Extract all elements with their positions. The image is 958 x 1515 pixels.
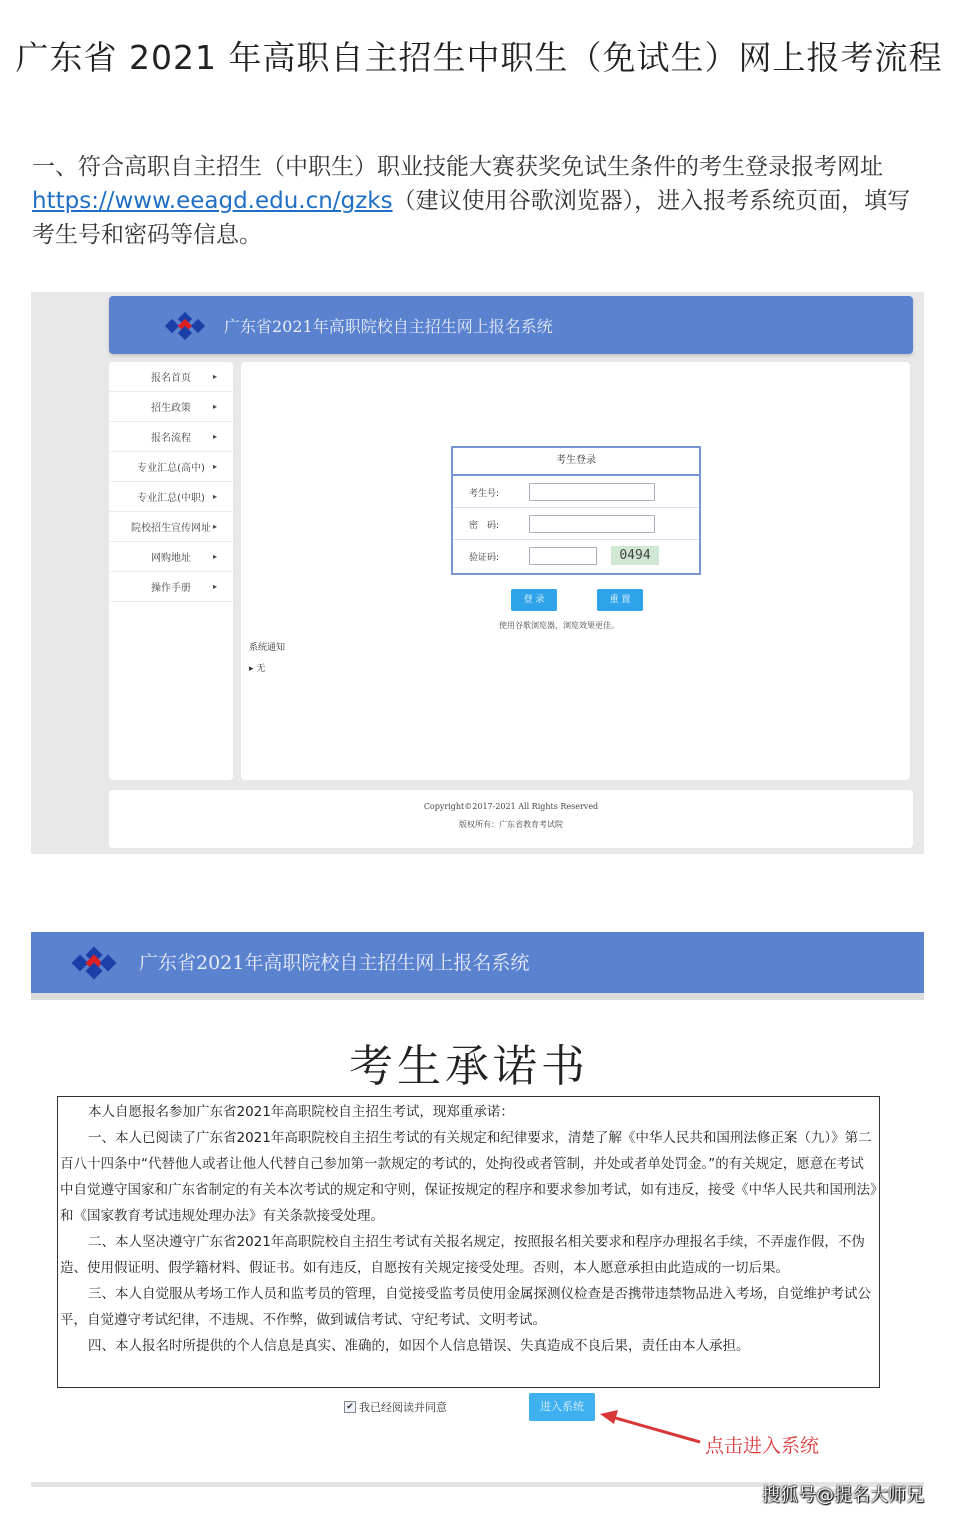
exam-number-row	[453, 476, 699, 508]
system-title: 广东省2021年高职院校自主招生网上报名系统	[224, 317, 553, 336]
intro-text-before: 一、符合高职自主招生（中职生）职业技能大赛获奖免试生条件的考生登录报考网址	[32, 154, 883, 180]
captcha-input[interactable]	[529, 547, 597, 565]
main-panel	[241, 362, 910, 780]
notice-item: ▸ 无	[249, 664, 266, 674]
registration-link[interactable]: https://www.eeagd.edu.cn/gzks	[32, 188, 393, 214]
annotation-text: 点击进入系统	[705, 1435, 820, 1457]
watermark: 搜狐号@提名大师兄	[762, 1485, 924, 1506]
system-notice	[249, 638, 285, 680]
annotation-arrow-icon	[596, 1408, 706, 1448]
browser-tip: 使用谷歌浏览器，浏览效果更佳。	[499, 621, 619, 630]
password-row	[453, 508, 699, 540]
sidebar-item-policy[interactable]: 招生政策 ▸	[109, 392, 233, 422]
sidebar-item-payment[interactable]: 网购地址 ▸	[109, 542, 233, 572]
captcha-row	[453, 540, 699, 572]
intro-paragraph	[32, 150, 932, 252]
pledge-paragraph: 本人自愿报名参加广东省2021年高职院校自主招生考试，现郑重承诺：	[88, 1104, 514, 1120]
sidebar-item-home[interactable]: 报名首页 ▸	[109, 362, 233, 392]
page-title: 广东省 2021 年高职自主招生中职生（免试生）网上报考流程	[15, 38, 943, 77]
owner-text: 版权所有：广东省教育考试院	[459, 820, 563, 829]
pledge-paragraph: 一、本人已阅读了广东省2021年高职院校自主招生考试的有关规定和纪律要求，清楚了解《中华人民共和国刑法修正案（九）》第二百八十四条中“代替他人或者让他人代替自己参加第一款规定的考试的，处拘役或者管制，并处或者单处罚金。”的有关规定，愿意在考试中自觉遵守国家和广东省制定的有关本次考试的规定和守则，保证按规定的程序和要求参加考试，如有违反，接受《中华人民共和国刑法》和《国家教育考试违规处理办法》有关条款接受处理。	[60, 1130, 877, 1224]
password-label: 密 码:	[469, 521, 500, 531]
login-heading: 考生登录	[453, 448, 699, 476]
page-footer	[109, 790, 913, 848]
exam-number-label: 考生号:	[469, 489, 500, 499]
sidebar-item-manual[interactable]: 操作手册 ▸	[109, 572, 233, 602]
notice-heading: 系统通知	[249, 643, 286, 653]
sidebar-item-majors-highschool[interactable]: 专业汇总(高中) ▸	[109, 452, 233, 482]
system-header-2	[31, 932, 924, 1000]
login-button[interactable]: 登 录	[511, 589, 557, 611]
agree-checkbox[interactable]: ✔	[344, 1401, 356, 1413]
pledge-title: 考生承诺书	[349, 1041, 589, 1092]
sidebar-item-college-sites[interactable]: 院校招生宣传网址 ▸	[109, 512, 233, 542]
exam-authority-logo-icon	[165, 314, 205, 338]
exam-authority-logo-icon	[71, 948, 117, 976]
captcha-image[interactable]: 0494	[611, 546, 659, 565]
system-header	[109, 296, 913, 354]
agree-checkbox-row[interactable]	[344, 1399, 447, 1415]
sidebar-item-majors-vocational[interactable]: 专业汇总(中职) ▸	[109, 482, 233, 512]
intro-text-after: （建议使用谷歌浏览器），进入报考系统页面，填写考生号和密码等信息。	[32, 188, 911, 248]
agree-label: 我已经阅读并同意	[359, 1401, 447, 1414]
exam-number-input[interactable]	[529, 483, 655, 501]
sidebar-item-process[interactable]: 报名流程 ▸	[109, 422, 233, 452]
pledge-paragraph: 四、本人报名时所提供的个人信息是真实、准确的，如因个人信息错误、失真造成不良后果，责任由本人承担。	[88, 1338, 750, 1354]
copyright-text: Copyright©2017-2021 All Rights Reserved	[423, 802, 599, 811]
pledge-paragraph: 二、本人坚决遵守广东省2021年高职院校自主招生考试有关报名规定，按照报名相关要求和程序办理报名手续，不弄虚作假，不伪造、使用假证明、假学籍材料、假证书。如有违反，自愿按有关规定接受处理。否则，本人愿意承担由此造成的一切后果。	[60, 1234, 865, 1276]
sidebar	[109, 362, 233, 780]
login-box	[451, 446, 701, 575]
reset-button[interactable]: 重 置	[597, 589, 643, 611]
captcha-label: 验证码:	[469, 553, 500, 563]
pledge-text-box	[57, 1096, 880, 1388]
login-page-screenshot	[31, 292, 924, 854]
pledge-paragraph: 三、本人自觉服从考场工作人员和监考员的管理，自觉接受监考员使用金属探测仪检查是否携带违禁物品进入考场，自觉维护考试公平，自觉遵守考试纪律，不违规、不作弊，做到诚信考试、守纪考试、文明考试。	[60, 1286, 871, 1328]
system-title-2: 广东省2021年高职院校自主招生网上报名系统	[139, 952, 530, 974]
enter-system-button[interactable]: 进入系统	[529, 1393, 595, 1421]
password-input[interactable]	[529, 515, 655, 533]
